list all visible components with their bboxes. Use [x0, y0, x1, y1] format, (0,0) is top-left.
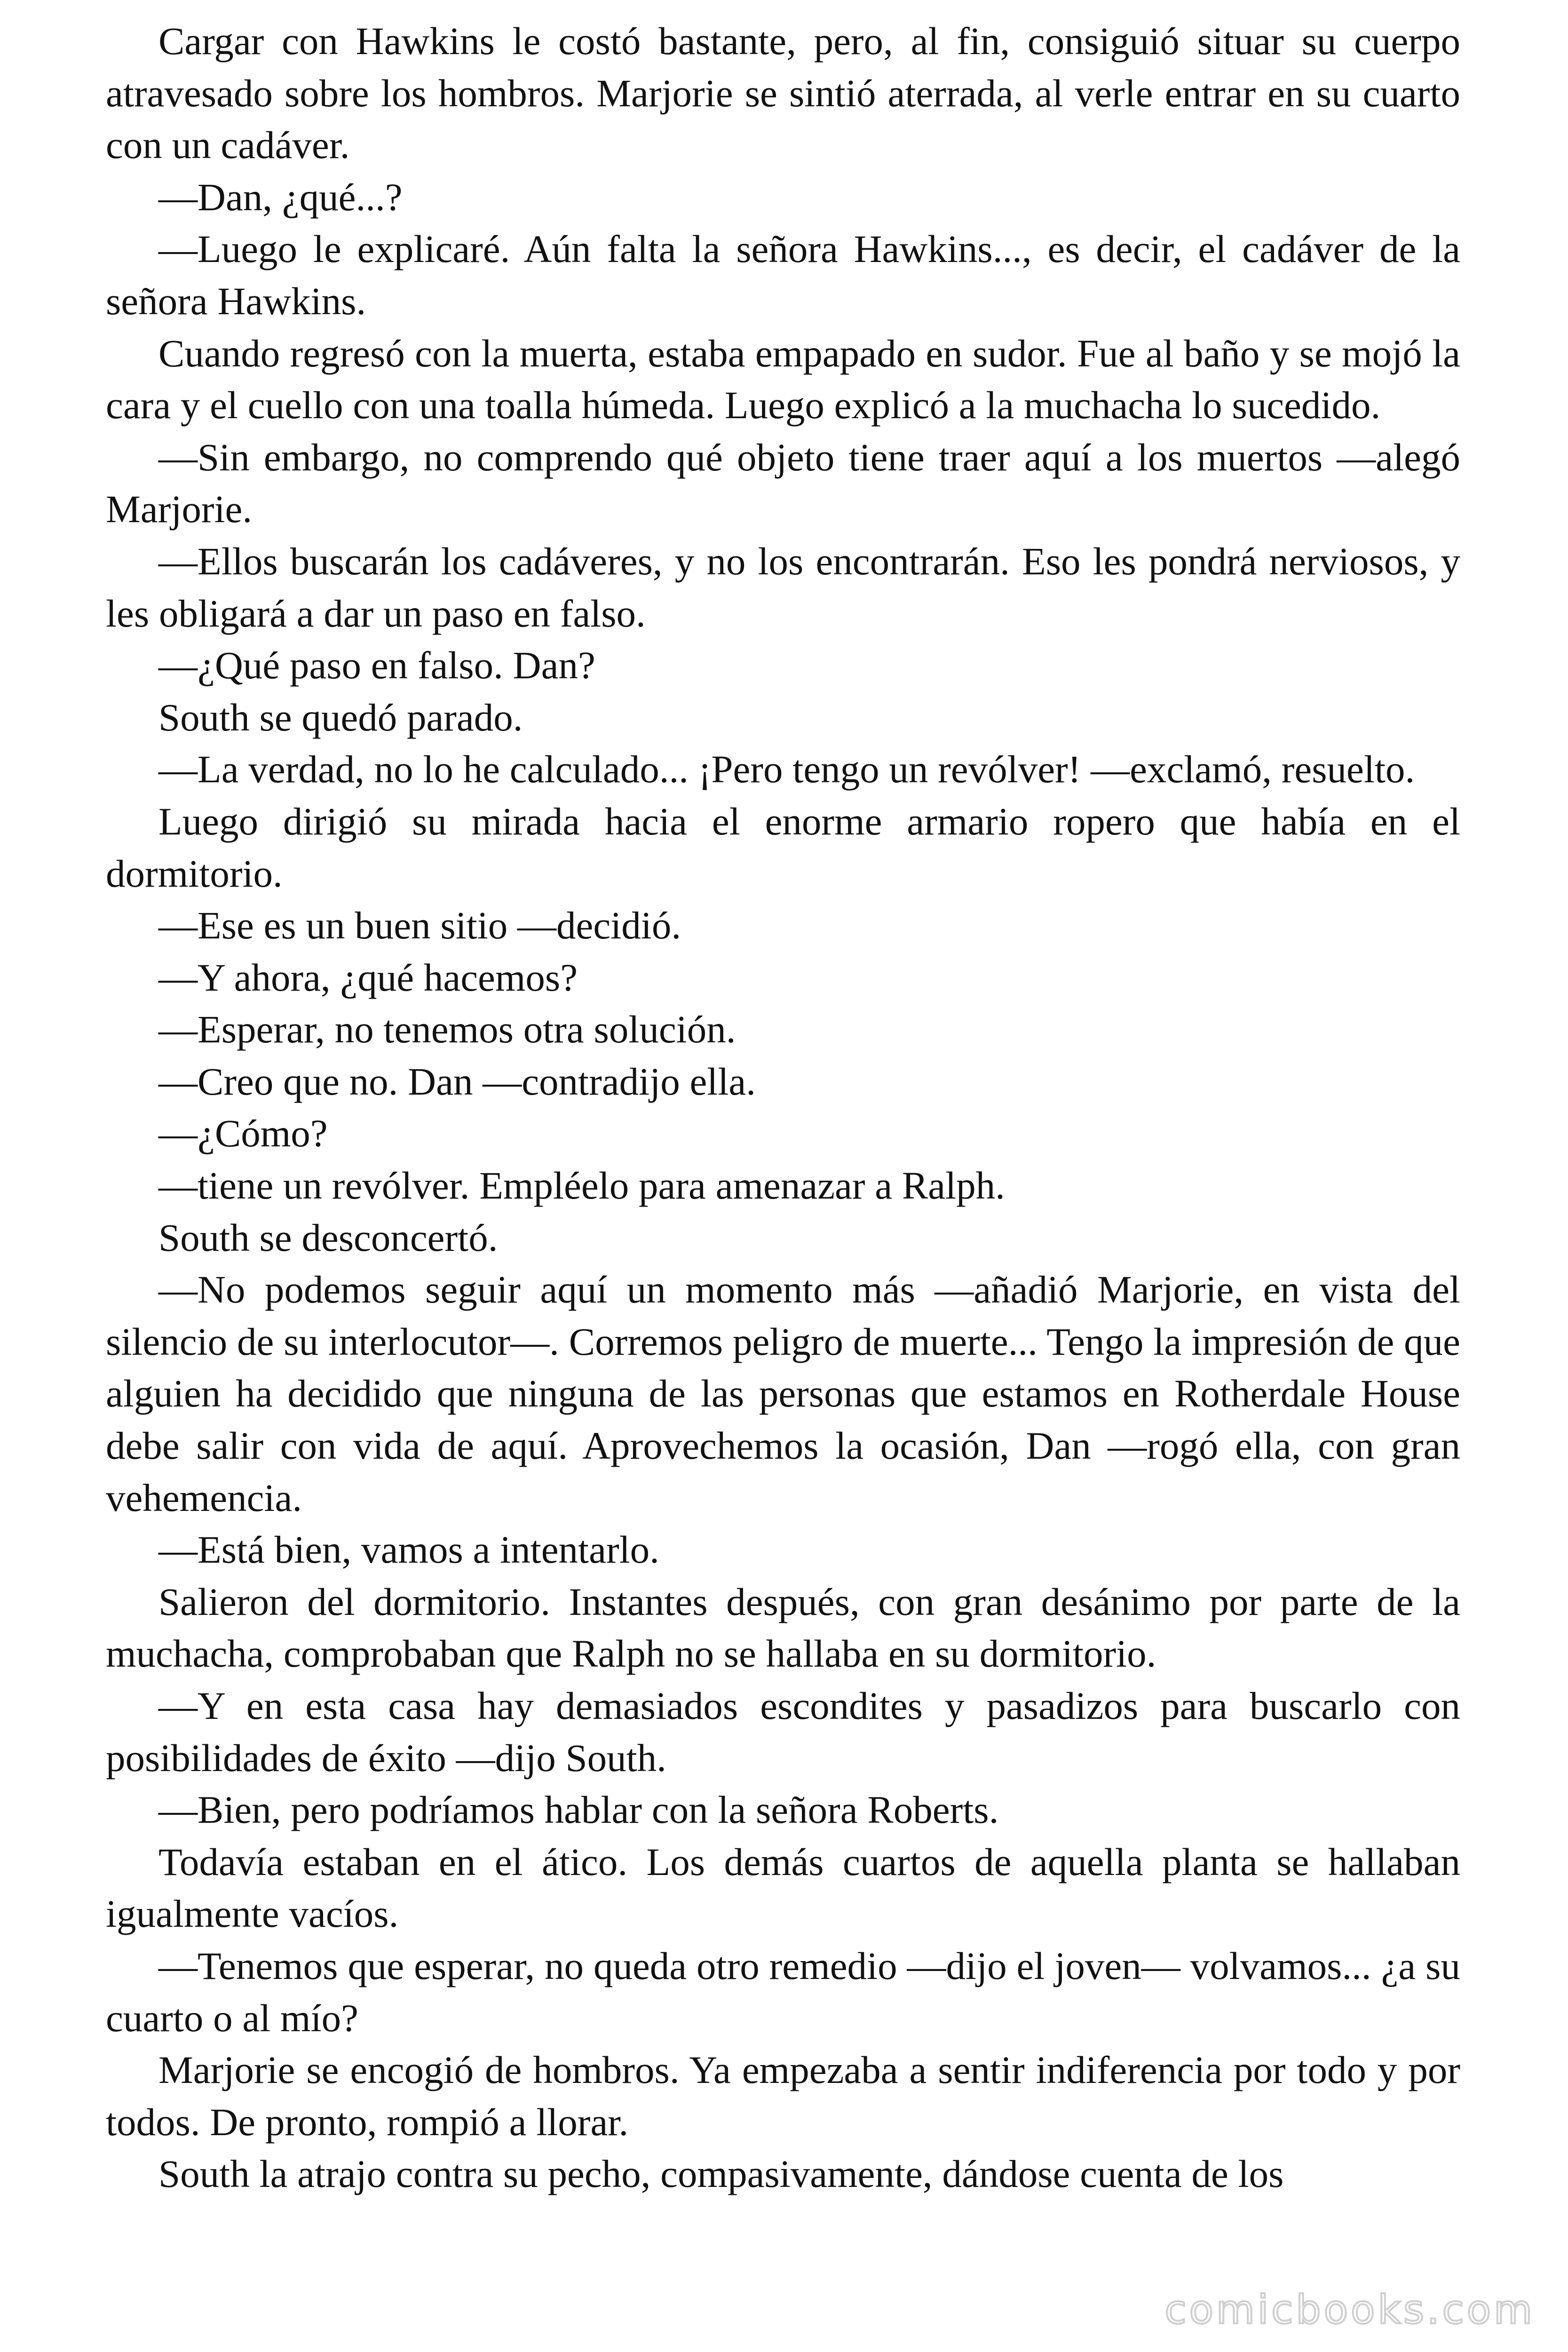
- paragraph: Salieron del dormitorio. Instantes después, con gran desánimo por parte de la muchacha, comprobaban que Ralph no se hallaba en su dormitorio.: [106, 1580, 1460, 1676]
- paragraph: —Y en esta casa hay demasiados escondites y pasadizos para buscarlo con posibilidades de éxito —dijo South.: [106, 1684, 1460, 1780]
- book-page-text: [106, 15, 1460, 2200]
- paragraph: —Dan, ¿qué...?: [158, 175, 403, 219]
- paragraph: South se quedó parado.: [158, 695, 523, 739]
- paragraph: Luego dirigió su mirada hacia el enorme armario ropero que había en el dormitorio.: [106, 799, 1460, 895]
- paragraph: —Bien, pero podríamos hablar con la señora Roberts.: [158, 1788, 999, 1832]
- paragraph: —¿Cómo?: [158, 1112, 328, 1155]
- paragraph: South se desconcertó.: [158, 1216, 498, 1259]
- paragraph: Todavía estaban en el ático. Los demás cuartos de aquella planta se hallaban igualmente vacíos.: [106, 1840, 1460, 1936]
- paragraph: Marjorie se encogió de hombros. Ya empezaba a sentir indiferencia por todo y por todos. De pronto, rompió a llorar.: [106, 2048, 1460, 2144]
- paragraph: —Esperar, no tenemos otra solución.: [158, 1008, 736, 1051]
- paragraph: —La verdad, no lo he calculado... ¡Pero tengo un revólver! —exclamó, resuelto.: [158, 747, 1415, 791]
- paragraph: —Sin embargo, no comprendo qué objeto tiene traer aquí a los muertos —alegó Marjorie.: [106, 435, 1460, 531]
- paragraph: —Tenemos que esperar, no queda otro remedio —dijo el joven— volvamos... ¿a su cuarto o al mío?: [106, 1944, 1460, 2040]
- paragraph: —Y ahora, ¿qué hacemos?: [158, 955, 578, 999]
- paragraph: South la atrajo contra su pecho, compasivamente, dándose cuenta de los: [158, 2152, 1284, 2196]
- paragraph: —Está bien, vamos a intentarlo.: [158, 1528, 659, 1572]
- paragraph: —Creo que no. Dan —contradijo ella.: [158, 1059, 756, 1103]
- paragraph: —¿Qué paso en falso. Dan?: [158, 644, 595, 687]
- paragraph: —Ese es un buen sitio —decidió.: [158, 904, 681, 947]
- paragraph: —Ellos buscarán los cadáveres, y no los encontrarán. Eso les pondrá nerviosos, y les obligará a dar un paso en falso.: [106, 539, 1460, 635]
- paragraph: Cuando regresó con la muerta, estaba empapado en sudor. Fue al baño y se mojó la cara y el cuello con una toalla húmeda. Luego explicó a la muchacha lo sucedido.: [106, 331, 1460, 427]
- watermark-logo: comicbooks.com: [1164, 2287, 1535, 2333]
- paragraph: —Luego le explicaré. Aún falta la señora Hawkins..., es decir, el cadáver de la señora Hawkins.: [106, 227, 1460, 323]
- paragraph: Cargar con Hawkins le costó bastante, pero, al fin, consiguió situar su cuerpo atravesado sobre los hombros. Marjorie se sintió aterrada, al verle entrar en su cuarto con un cadáver.: [106, 19, 1460, 167]
- paragraph: —No podemos seguir aquí un momento más —añadió Marjorie, en vista del silencio de su interlocutor—. Corremos peligro de muerte... Tengo la impresión de que alguien ha decidido que ninguna de las personas que estamos en Rotherdale House debe salir con vida de aquí. Aprovechemos la ocasión, Dan —rogó ella, con gran vehemencia.: [106, 1268, 1460, 1519]
- paragraph: —tiene un revólver. Empléelo para amenazar a Ralph.: [158, 1164, 1005, 1208]
